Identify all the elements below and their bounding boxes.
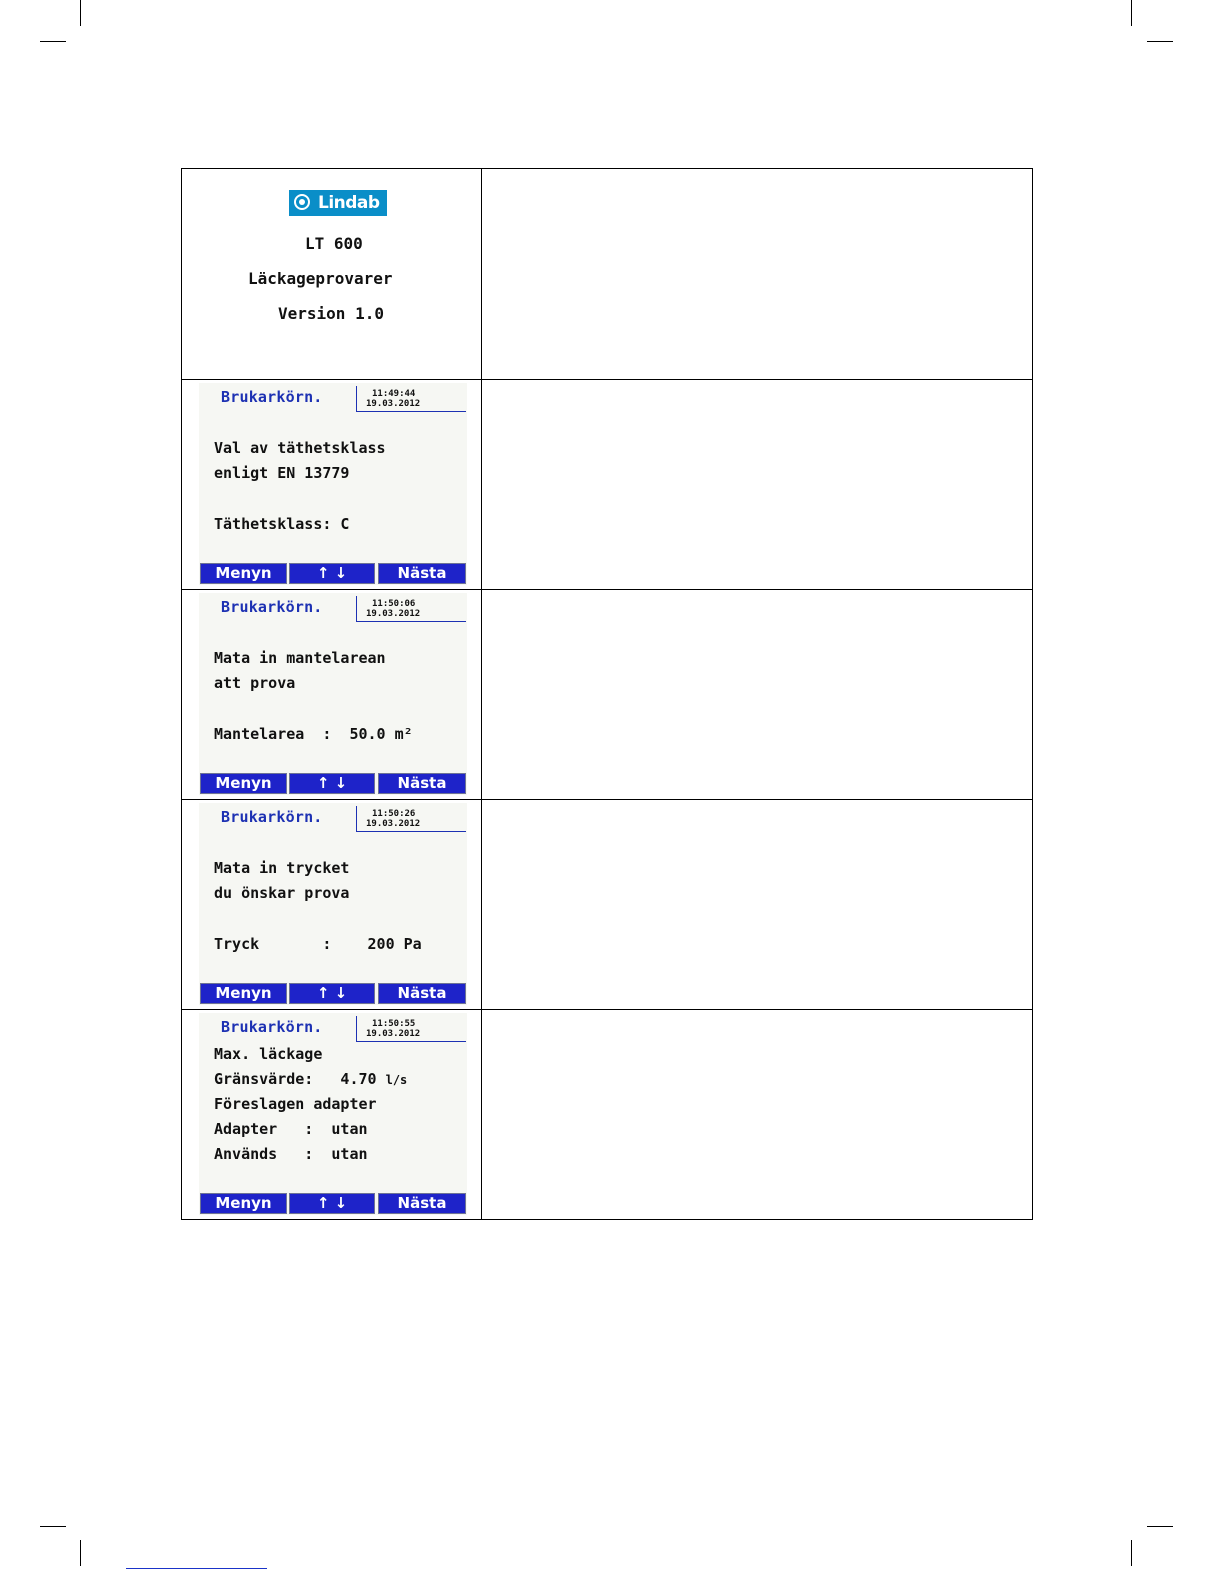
lindab-logo bbox=[289, 190, 387, 216]
arrow-keys-button[interactable]: ↑ ↓ bbox=[289, 1193, 375, 1214]
used-adapter-value: Används : utan bbox=[214, 1145, 368, 1163]
screen-cell bbox=[182, 380, 482, 590]
screen-title: Brukarkörn. bbox=[221, 808, 323, 826]
clock-time: 11:50:55 bbox=[372, 1019, 416, 1029]
description-cell bbox=[482, 169, 1033, 380]
screen-cell bbox=[182, 1010, 482, 1220]
table-row bbox=[182, 590, 1033, 800]
screen-cell bbox=[182, 590, 482, 800]
device-screen bbox=[199, 593, 467, 795]
menu-button[interactable]: Menyn bbox=[200, 563, 287, 584]
button-bar bbox=[200, 563, 466, 585]
next-button[interactable]: Nästa bbox=[378, 1193, 466, 1214]
device-screen bbox=[199, 383, 467, 585]
menu-button[interactable]: Menyn bbox=[200, 773, 287, 794]
footer-link-underline bbox=[126, 1568, 267, 1569]
menu-button[interactable]: Menyn bbox=[200, 1193, 287, 1214]
clock-display bbox=[356, 596, 466, 622]
logo-ring-icon bbox=[294, 194, 310, 210]
model-name: LT 600 bbox=[305, 234, 363, 253]
screen-text-line: Max. läckage bbox=[214, 1045, 323, 1063]
arrow-keys-button[interactable]: ↑ ↓ bbox=[289, 773, 375, 794]
arrow-keys-button[interactable]: ↑ ↓ bbox=[289, 983, 375, 1004]
table-row bbox=[182, 1010, 1033, 1220]
crop-mark bbox=[1131, 1540, 1132, 1566]
crop-mark bbox=[80, 0, 81, 26]
product-name: Läckageprovarer bbox=[248, 269, 393, 288]
density-class-value: Täthetsklass: C bbox=[214, 515, 350, 533]
device-screen bbox=[199, 1013, 467, 1215]
screen-text-line: enligt EN 13779 bbox=[214, 464, 350, 482]
table-row bbox=[182, 380, 1033, 590]
clock-time: 11:50:26 bbox=[372, 809, 416, 819]
next-button[interactable]: Nästa bbox=[378, 773, 466, 794]
screen-title: Brukarkörn. bbox=[221, 388, 323, 406]
logo-text: Lindab bbox=[318, 193, 380, 213]
crop-mark bbox=[1147, 41, 1173, 42]
clock-time: 11:49:44 bbox=[372, 389, 416, 399]
clock-display bbox=[356, 1016, 466, 1042]
clock-display bbox=[356, 386, 466, 412]
table-row bbox=[182, 800, 1033, 1010]
area-value: Mantelarea : 50.0 m² bbox=[214, 725, 413, 743]
limit-value: Gränsvärde: 4.70 bbox=[214, 1070, 377, 1088]
next-button[interactable]: Nästa bbox=[378, 983, 466, 1004]
crop-mark bbox=[1147, 1526, 1173, 1527]
adapter-value: Adapter : utan bbox=[214, 1120, 368, 1138]
screen-text-line: Mata in trycket bbox=[214, 859, 350, 877]
description-cell bbox=[482, 1010, 1033, 1220]
crop-mark bbox=[1131, 0, 1132, 26]
clock-date: 19.03.2012 bbox=[366, 1029, 421, 1039]
crop-mark bbox=[40, 41, 66, 42]
description-cell bbox=[482, 380, 1033, 590]
screen-text-line: Föreslagen adapter bbox=[214, 1095, 377, 1113]
screen-cell bbox=[182, 800, 482, 1010]
flow-unit: l/s bbox=[385, 1073, 408, 1087]
button-bar bbox=[200, 773, 466, 795]
description-cell bbox=[482, 590, 1033, 800]
clock-time: 11:50:06 bbox=[372, 599, 416, 609]
clock-display bbox=[356, 806, 466, 832]
instruction-table bbox=[181, 168, 1033, 1220]
description-cell bbox=[482, 800, 1033, 1010]
startup-screen bbox=[182, 169, 481, 378]
screen-title: Brukarkörn. bbox=[221, 1018, 323, 1036]
crop-mark bbox=[40, 1526, 66, 1527]
table-row bbox=[182, 169, 1033, 380]
screen-cell bbox=[182, 169, 482, 380]
clock-date: 19.03.2012 bbox=[366, 399, 421, 409]
button-bar bbox=[200, 1193, 466, 1215]
clock-date: 19.03.2012 bbox=[366, 609, 421, 619]
crop-mark bbox=[80, 1540, 81, 1566]
pressure-value: Tryck : 200 Pa bbox=[214, 935, 422, 953]
menu-button[interactable]: Menyn bbox=[200, 983, 287, 1004]
button-bar bbox=[200, 983, 466, 1005]
limit-value-line bbox=[214, 1070, 407, 1088]
clock-date: 19.03.2012 bbox=[366, 819, 421, 829]
screen-text-line: du önskar prova bbox=[214, 884, 350, 902]
arrow-keys-button[interactable]: ↑ ↓ bbox=[289, 563, 375, 584]
screen-title: Brukarkörn. bbox=[221, 598, 323, 616]
screen-text-line: Val av täthetsklass bbox=[214, 439, 386, 457]
next-button[interactable]: Nästa bbox=[378, 563, 466, 584]
screen-text-line: Mata in mantelarean bbox=[214, 649, 386, 667]
device-screen bbox=[199, 803, 467, 1005]
screen-text-line: att prova bbox=[214, 674, 296, 692]
version-text: Version 1.0 bbox=[278, 304, 384, 323]
